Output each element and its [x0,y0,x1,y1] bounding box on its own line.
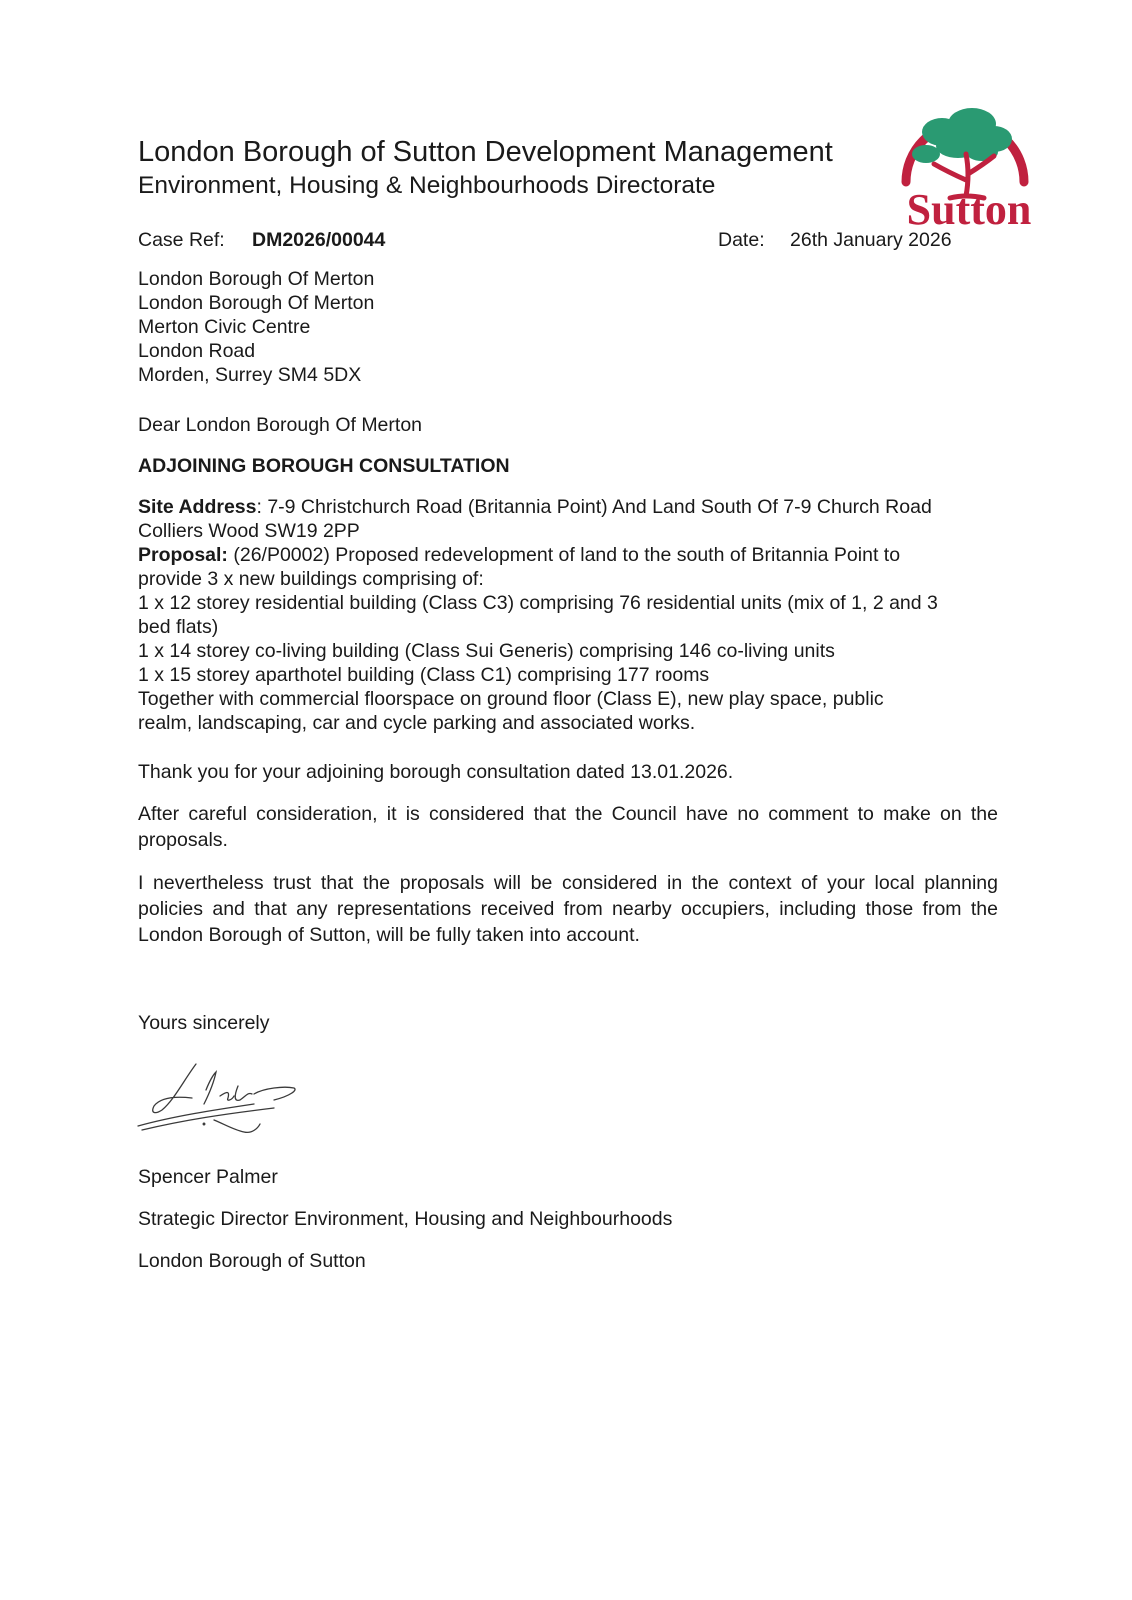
salutation: Dear London Borough Of Merton [138,414,423,436]
proposal-text-line: 1 x 12 storey residential building (Class C3) comprising 76 residential units (mix of 1, 2 and 3 [138,592,938,614]
address-line: London Borough Of Merton [138,268,375,290]
date-value: 26th January 2026 [790,229,952,251]
proposal-text-line: provide 3 x new buildings comprising of: [138,568,484,590]
address-line: Merton Civic Centre [138,316,311,338]
closing: Yours sincerely [138,1012,270,1034]
address-line: Morden, Surrey SM4 5DX [138,364,362,386]
proposal-text-line: realm, landscaping, car and cycle parking and associated works. [138,712,696,734]
svg-text:Sutton: Sutton [906,185,1032,232]
recipient-address [138,267,374,387]
site-address-line-2: Colliers Wood SW19 2PP [138,520,360,542]
date-label: Date: [718,229,765,251]
paragraph-trust: I nevertheless trust that the proposals will be considered in the context of your local planning policies and that any representations received from nearby occupiers, including those from the London Borough of Sutton, will be fully taken into account. [138,872,998,946]
consultation-heading: ADJOINING BOROUGH CONSULTATION [138,455,510,477]
proposal-text-line: Together with commercial floorspace on ground floor (Class E), new play space, public [138,688,884,710]
site-address-line: Site Address: 7-9 Christchurch Road (Britannia Point) And Land South Of 7-9 Church Road [138,496,932,518]
signature [134,1060,304,1142]
site-and-proposal [138,495,1008,735]
case-ref-value: DM2026/00044 [252,229,386,251]
paragraph-no-comment: After careful consideration, it is considered that the Council have no comment to make on the proposals. [138,803,998,851]
proposal-text-line: bed flats) [138,616,219,638]
proposal-text-line: 1 x 15 storey aparthotel building (Class C1) comprising 177 rooms [138,664,710,686]
address-line: London Borough Of Merton [138,292,375,314]
address-line: London Road [138,340,256,362]
letterhead-subtitle: Environment, Housing & Neighbourhoods Directorate [138,172,716,199]
case-ref-label: Case Ref: [138,229,225,251]
sutton-logo [884,84,1054,232]
proposal-text-line: 1 x 14 storey co-living building (Class Sui Generis) comprising 146 co-living units [138,640,835,662]
site-address-label: Site Address [138,496,257,518]
letterhead-title: London Borough of Sutton Development Management [138,136,833,168]
paragraph-thanks: Thank you for your adjoining borough consultation dated 13.01.2026. [138,761,734,783]
signatory-organisation: London Borough of Sutton [138,1250,366,1272]
signatory-name: Spencer Palmer [138,1166,278,1188]
signatory-title: Strategic Director Environment, Housing and Neighbourhoods [138,1208,673,1230]
proposal-line: Proposal: (26/P0002) Proposed redevelopment of land to the south of Britannia Point to [138,544,901,566]
proposal-label: Proposal: [138,544,228,566]
tree-icon [912,108,1012,163]
